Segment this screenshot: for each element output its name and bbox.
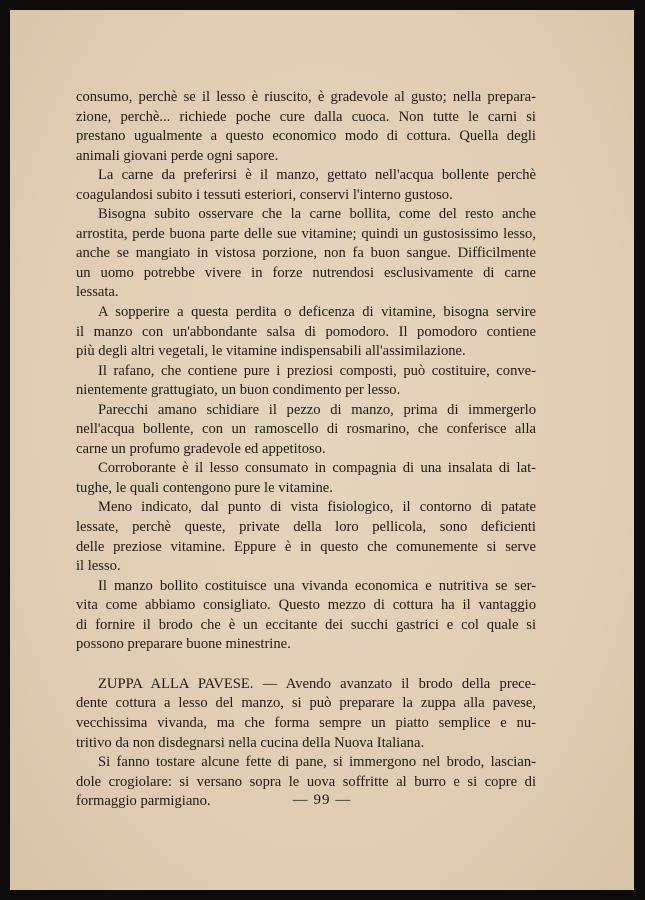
text-line: Il manzo bollito costituisce una vivanda economica e nutritiva se ser-	[98, 577, 536, 594]
text-line: carne un profumo gradevole ed appetitoso.	[76, 440, 326, 457]
text-line: tritivo da non disdegnarsi nella cucina della Nuova Italiana.	[76, 734, 425, 751]
paragraph	[76, 577, 536, 655]
text-line: Si fanno tostare alcune fette di pane, si immergono nel brodo, lascian-	[98, 754, 536, 771]
paragraph	[76, 498, 536, 576]
text-line: il lesso.	[76, 558, 121, 575]
paragraph	[76, 303, 536, 362]
text-line: coagulandosi subito i tessuti esteriori, conservi l'interno gustoso.	[76, 186, 453, 203]
text-line: anche se mangiato in vistosa porzione, non fa buon sangue. Difficilmente	[76, 245, 536, 262]
text-line: tughe, le quali contengono pure le vitamine.	[76, 479, 333, 496]
text-line: Corroborante è il lesso consumato in compagnia di una insalata di lat-	[98, 460, 536, 477]
paragraph	[76, 362, 536, 401]
recipe-paragraph	[76, 675, 536, 753]
text-line: possono preparare buone minestrine.	[76, 636, 291, 653]
text-line: arrostita, perde buona parte delle sue vitamine; quindi un gustosissimo lesso,	[76, 225, 536, 242]
text-line: La carne da preferirsi è il manzo, gettato nell'acqua bollente perchè	[98, 167, 536, 184]
text-line: il manzo con un'abbondante salsa di pomodoro. Il pomodoro contiene	[76, 323, 536, 340]
text-line: più degli altri vegetali, le vitamine indispensabili all'assimilazione.	[76, 343, 466, 360]
paragraph	[76, 401, 536, 460]
paragraph	[76, 166, 536, 205]
paragraph	[76, 459, 536, 498]
text-line: consumo, perchè se il lesso è riuscito, è gradevole al gusto; nella prepara-	[76, 89, 536, 105]
text-line: lessata.	[76, 284, 119, 301]
text-line: lessate, perchè queste, private della loro pellicola, sono deficienti	[76, 519, 536, 536]
text-line: Meno indicato, dal punto di vista fisiologico, il contorno di patate	[98, 499, 536, 516]
text-line: nell'acqua bollente, con un ramoscello di rosmarino, che conferisce alla	[76, 421, 536, 438]
text-line: Parecchi amano schidiare il pezzo di manzo, prima di immergerlo	[98, 401, 536, 418]
text-line: delle preziose vitamine. Eppure è in questo che comunemente si serve	[76, 538, 536, 555]
paragraph	[76, 205, 536, 303]
text-line: Il rafano, che contiene pure i preziosi composti, può costituire, conve-	[98, 362, 536, 379]
text-line: prestano ugualmente a questo economico modo di cottura. Quella degli	[76, 128, 536, 145]
paragraph	[76, 88, 536, 166]
recipe-title-line: ZUPPA ALLA PAVESE. — Avendo avanzato il brodo della prece-	[98, 675, 536, 692]
text-line: vecchissima vivanda, ma che forma sempre un piatto semplice e nu-	[76, 714, 536, 731]
body-text	[76, 88, 536, 812]
text-line: animali giovani perde ogni sapore.	[76, 147, 279, 164]
page-number: — 99 —	[292, 792, 352, 808]
text-line: un uomo potrebbe vivere in forze nutrendosi esclusivamente di carne	[76, 264, 536, 281]
text-line: nientemente grattugiato, un buon condimento per lesso.	[76, 382, 401, 399]
text-line: dente cottura a lesso del manzo, si può preparare la zuppa alla pavese,	[76, 695, 536, 712]
text-line: di fornire il brodo che è un eccitante dei succhi gastrici e col quale si	[76, 616, 536, 633]
text-line: A sopperire a questa perdita o deficenza di vitamine, bisogna servire	[98, 304, 536, 321]
text-line: zione, perchè... richiede poche cure dalla cuoca. Non tutte le carni si	[76, 108, 536, 125]
book-page	[10, 10, 634, 890]
text-line: formaggio parmigiano.	[76, 793, 211, 810]
text-line: Bisogna subito osservare che la carne bollita, come del resto anche	[98, 206, 536, 223]
text-line: vita come abbiamo consigliato. Questo mezzo di cottura ha il vantaggio	[76, 597, 536, 614]
text-line: dole crogiolare: si versano sopra le uova soffritte al burro e si copre di	[76, 773, 536, 790]
